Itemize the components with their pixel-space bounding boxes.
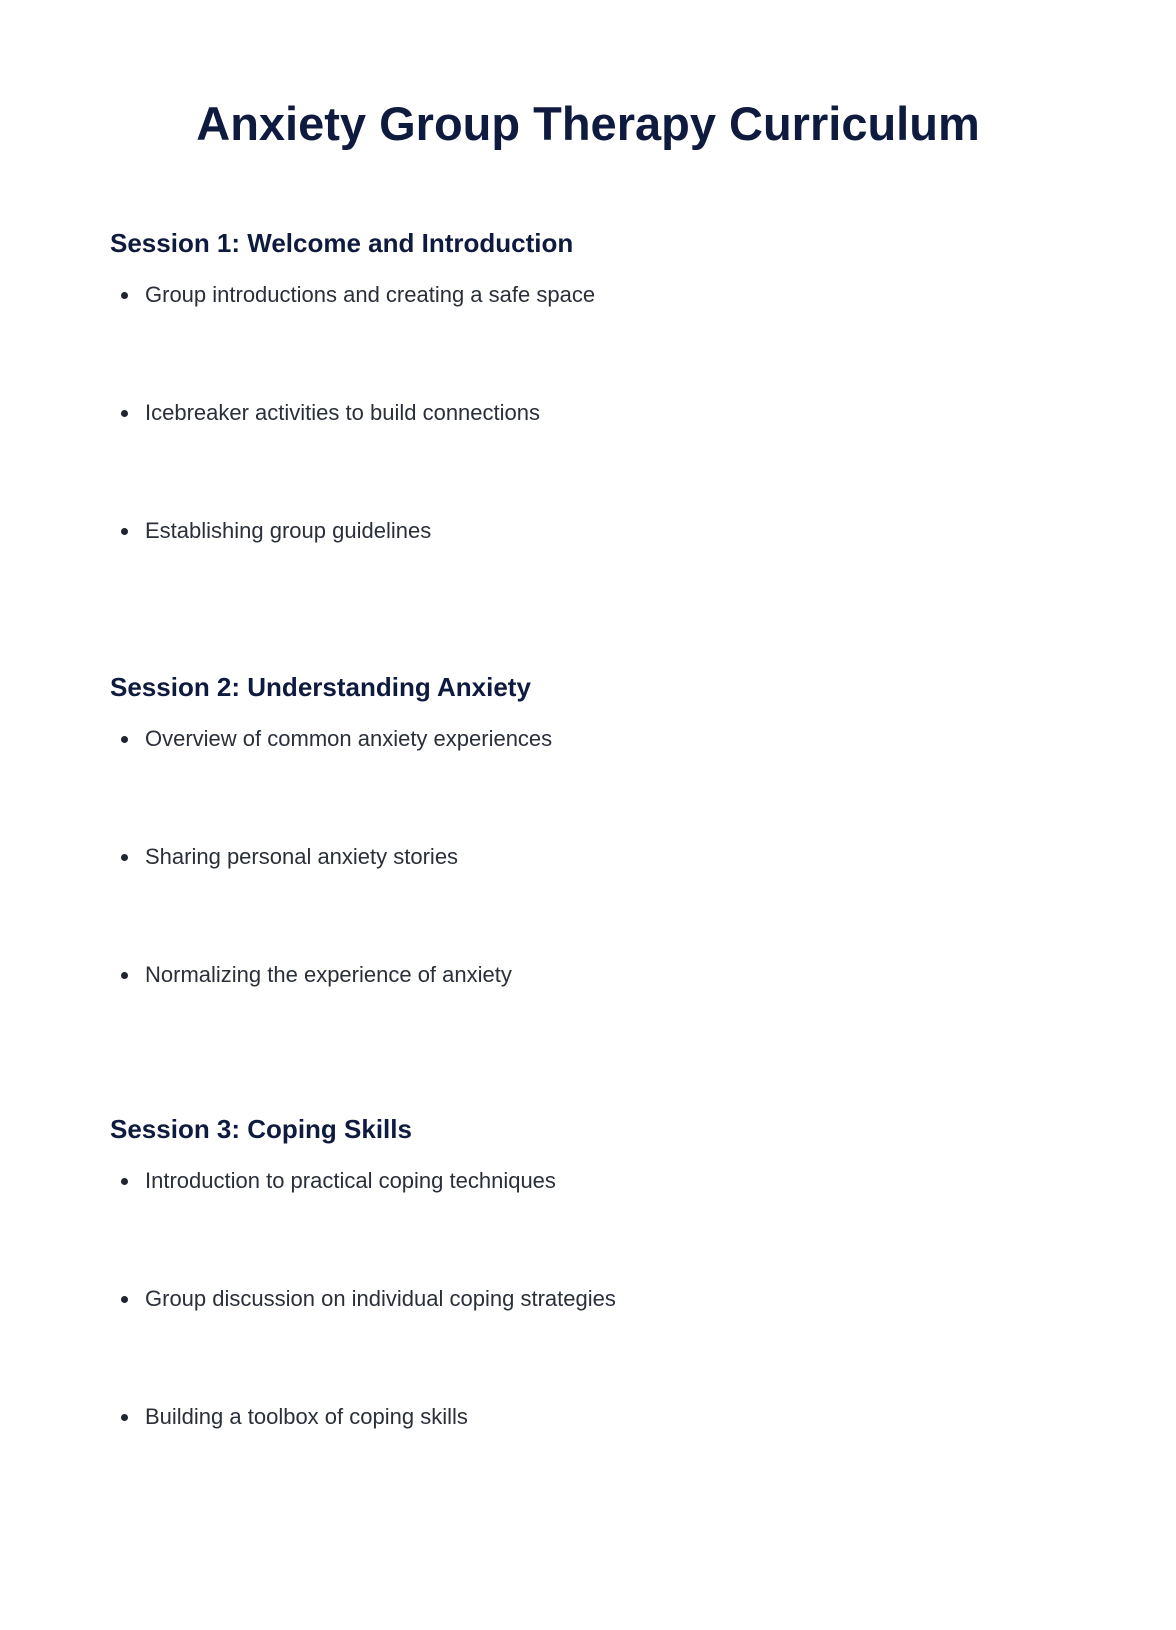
session-3 [110, 1113, 1070, 1431]
bullet-icon [121, 854, 128, 861]
list-item-text: Establishing group guidelines [145, 518, 432, 543]
list-item [110, 1167, 1070, 1195]
bullet-icon [121, 292, 128, 299]
list-item [110, 961, 1070, 989]
list-item-text: Overview of common anxiety experiences [145, 726, 553, 751]
session-heading: Session 2: Understanding Anxiety [110, 672, 531, 702]
list-item [110, 399, 1070, 427]
list-item-text: Icebreaker activities to build connections [145, 400, 540, 425]
list-item-text: Normalizing the experience of anxiety [145, 962, 512, 987]
list-item [110, 725, 1070, 753]
session-item-list [110, 1167, 1070, 1431]
list-item [110, 843, 1070, 871]
list-item-text: Building a toolbox of coping skills [145, 1404, 468, 1429]
list-item-text: Group introductions and creating a safe space [145, 282, 596, 307]
session-heading: Session 3: Coping Skills [110, 1114, 412, 1144]
session-1 [110, 227, 1070, 545]
list-item [110, 281, 1070, 309]
list-item [110, 517, 1070, 545]
bullet-icon [121, 736, 128, 743]
list-item-text: Group discussion on individual coping strategies [145, 1286, 616, 1311]
bullet-icon [121, 972, 128, 979]
list-item [110, 1403, 1070, 1431]
bullet-icon [121, 1414, 128, 1421]
page-title: Anxiety Group Therapy Curriculum [196, 97, 980, 150]
session-2 [110, 671, 1070, 989]
bullet-icon [121, 1296, 128, 1303]
bullet-icon [121, 1178, 128, 1185]
session-heading: Session 1: Welcome and Introduction [110, 228, 574, 258]
session-item-list [110, 281, 1070, 545]
list-item-text: Introduction to practical coping techniques [145, 1168, 556, 1193]
list-item [110, 1285, 1070, 1313]
session-item-list [110, 725, 1070, 989]
list-item-text: Sharing personal anxiety stories [145, 844, 459, 869]
bullet-icon [121, 528, 128, 535]
bullet-icon [121, 410, 128, 417]
